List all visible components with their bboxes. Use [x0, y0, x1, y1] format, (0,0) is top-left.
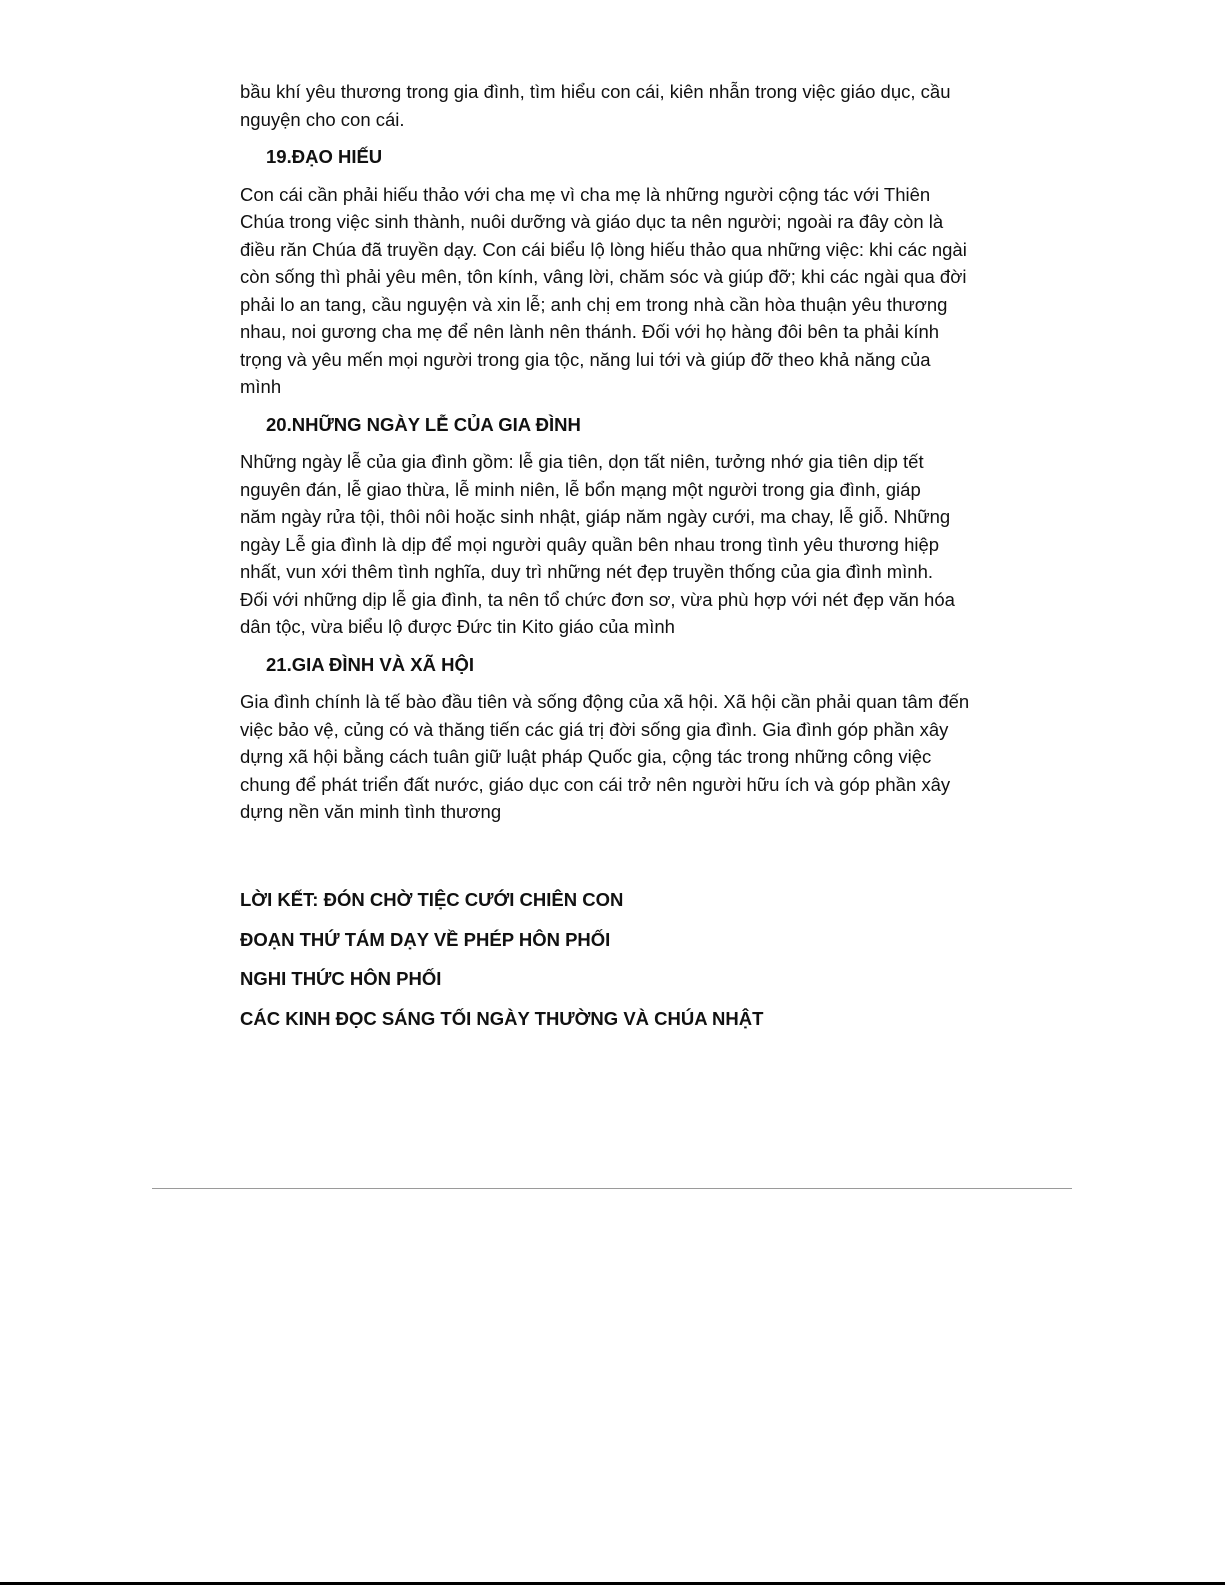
paragraph-line: Đối với những dịp lễ gia đình, ta nên tổ chức đơn sơ, vừa phù hợp với nét đẹp văn hóa	[240, 588, 955, 610]
paragraph-line: nhất, vun xới thêm tình nghĩa, duy trì những nét đẹp truyền thống của gia đình mình.	[240, 561, 934, 582]
paragraph-line: Gia đình chính là tế bào đầu tiên và sống động của xã hội. Xã hội cần phải quan tâm đến	[240, 691, 970, 712]
paragraph-line: Chúa trong việc sinh thành, nuôi dưỡng và giáo dục ta nên người; ngoài ra đây còn là	[240, 211, 944, 232]
section-paragraph-ngay-le-gia-dinh	[240, 448, 1000, 641]
paragraph-line: dựng nền văn minh tình thương	[240, 801, 502, 822]
page-divider	[152, 1188, 1072, 1189]
paragraph-line: mình	[240, 376, 282, 397]
paragraph-line: điều răn Chúa đã truyền dạy. Con cái biểu lộ lòng hiếu thảo qua những việc: khi các ngài	[240, 238, 967, 260]
paragraph-line: việc bảo vệ, củng có và thăng tiến các giá trị đời sống gia đình. Gia đình góp phần xây	[240, 718, 949, 740]
section-paragraph-dao-hieu	[240, 181, 1000, 401]
closing-heading-cac-kinh: CÁC KINH ĐỌC SÁNG TỐI NGÀY THƯỜNG VÀ CHÚA NHẬT	[240, 1007, 764, 1029]
paragraph-line: chung để phát triển đất nước, giáo dục con cái trở nên người hữu ích và góp phần xây	[240, 773, 951, 795]
paragraph-line: trọng và yêu mến mọi người trong gia tộc, năng lui tới và giúp đỡ theo khả năng của	[240, 348, 931, 370]
document-body	[240, 78, 1000, 826]
section-heading-ngay-le-gia-dinh: 20.NHỮNG NGÀY LỄ CỦA GIA ĐÌNH	[266, 413, 581, 435]
intro-line: bầu khí yêu thương trong gia đình, tìm hiểu con cái, kiên nhẫn trong việc giáo dục, cầu	[240, 81, 951, 102]
paragraph-line: năm ngày rửa tội, thôi nôi hoặc sinh nhật, giáp năm ngày cưới, ma chay, lễ giỗ. Những	[240, 506, 951, 527]
paragraph-line: ngày Lễ gia đình là dịp để mọi người quây quần bên nhau trong tình yêu thương hiệp	[240, 533, 940, 555]
section-paragraph-gia-dinh-xa-hoi	[240, 688, 1000, 826]
paragraph-line: nguyên đán, lễ giao thừa, lễ minh niên, lễ bổn mạng một người trong gia đình, giáp	[240, 478, 921, 500]
paragraph-line: phải lo an tang, cầu nguyện và xin lễ; anh chị em trong nhà cần hòa thuận yêu thương	[240, 293, 948, 315]
closing-heading-loi-ket: LỜI KẾT: ĐÓN CHỜ TIỆC CƯỚI CHIÊN CON	[240, 889, 624, 910]
paragraph-line: còn sống thì phải yêu mên, tôn kính, vâng lời, chăm sóc và giúp đỡ; khi các ngài qua đời	[240, 266, 967, 287]
paragraph-line: Những ngày lễ của gia đình gồm: lễ gia tiên, dọn tất niên, tưởng nhớ gia tiên dịp tết	[240, 451, 924, 472]
paragraph-line: Con cái cần phải hiếu thảo với cha mẹ vì cha mẹ là những người cộng tác với Thiên	[240, 183, 931, 205]
section-heading-dao-hieu: 19.ĐẠO HIẾU	[266, 146, 383, 167]
paragraph-line: nhau, noi gương cha mẹ để nên lành nên thánh. Đối với họ hàng đôi bên ta phải kính	[240, 321, 940, 342]
paragraph-line: dựng xã hội bằng cách tuân giữ luật pháp Quốc gia, cộng tác trong những công việc	[240, 746, 932, 767]
closing-headings	[240, 886, 1000, 1044]
paragraph-line: dân tộc, vừa biểu lộ được Đức tin Kito giáo của mình	[240, 616, 675, 637]
closing-heading-doan-thu-tam: ĐOẠN THỨ TÁM DẠY VỀ PHÉP HÔN PHỐI	[240, 928, 611, 950]
closing-heading-nghi-thuc: NGHI THỨC HÔN PHỐI	[240, 968, 442, 989]
intro-line: nguyện cho con cái.	[240, 108, 405, 130]
section-heading-gia-dinh-xa-hoi: 21.GIA ĐÌNH VÀ XÃ HỘI	[266, 653, 474, 675]
intro-paragraph	[240, 78, 1000, 133]
